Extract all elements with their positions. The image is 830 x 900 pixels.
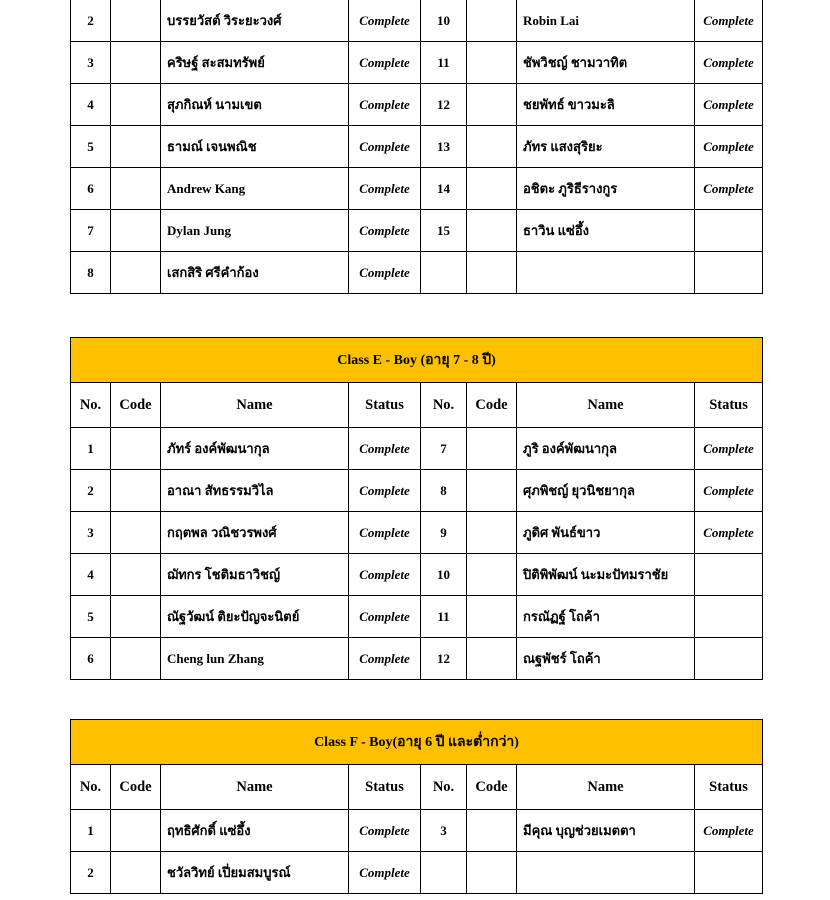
class-title-row <box>71 720 763 765</box>
number-cell: 10 <box>421 0 467 42</box>
code-cell <box>467 252 517 294</box>
number-cell: 3 <box>71 42 111 84</box>
header-name: Name <box>161 383 349 428</box>
name-cell: มีคุณ บุญช่วยเมตตา <box>517 810 695 852</box>
name-cell: กฤตพล วณิชวรพงศ์ <box>161 512 349 554</box>
name-cell <box>517 852 695 894</box>
code-cell <box>467 84 517 126</box>
table-row <box>71 168 763 210</box>
name-cell: ชวัลวิทย์ เปี่ยมสมบูรณ์ <box>161 852 349 894</box>
number-cell: 9 <box>421 512 467 554</box>
code-cell <box>111 596 161 638</box>
number-cell: 11 <box>421 42 467 84</box>
code-cell <box>467 210 517 252</box>
table-row <box>71 252 763 294</box>
name-cell <box>517 252 695 294</box>
status-cell: Complete <box>695 428 763 470</box>
code-cell <box>111 0 161 42</box>
status-cell <box>695 638 763 680</box>
status-cell: Complete <box>349 84 421 126</box>
header-code: Code <box>111 765 161 810</box>
name-cell: ภูดิศ พันธ์ขาว <box>517 512 695 554</box>
table-row <box>71 596 763 638</box>
header-name: Name <box>161 765 349 810</box>
name-cell: เสกสิริ ศรีคำก้อง <box>161 252 349 294</box>
code-cell <box>111 126 161 168</box>
roster-table-class-f <box>70 719 763 894</box>
class-title-row <box>71 338 763 383</box>
code-cell <box>467 168 517 210</box>
name-cell: Robin Lai <box>517 0 695 42</box>
name-cell: ธามณ์ เจนพณิช <box>161 126 349 168</box>
number-cell: 14 <box>421 168 467 210</box>
status-cell: Complete <box>695 810 763 852</box>
header-no: No. <box>421 765 467 810</box>
name-cell: ณฐพัชร์ โถค้า <box>517 638 695 680</box>
number-cell: 2 <box>71 470 111 512</box>
code-cell <box>111 512 161 554</box>
status-cell: Complete <box>349 638 421 680</box>
name-cell: Andrew Kang <box>161 168 349 210</box>
status-cell: Complete <box>695 168 763 210</box>
status-cell <box>695 596 763 638</box>
name-cell: ภูริ องค์พัฒนากุล <box>517 428 695 470</box>
name-cell: ฤทธิศักดิ์ แซ่อึ้ง <box>161 810 349 852</box>
number-cell: 3 <box>71 512 111 554</box>
name-cell: ฌัทกร โชติมธาวิชญ์ <box>161 554 349 596</box>
name-cell: อาณา สัทธรรมวิไล <box>161 470 349 512</box>
code-cell <box>111 852 161 894</box>
name-cell: ปิติพิพัฒน์ นะมะปัทมราชัย <box>517 554 695 596</box>
header-code: Code <box>467 765 517 810</box>
table-row <box>71 638 763 680</box>
status-cell: Complete <box>349 252 421 294</box>
name-cell: Dylan Jung <box>161 210 349 252</box>
name-cell: สุภกิณห์ นามเขต <box>161 84 349 126</box>
table-row <box>71 84 763 126</box>
number-cell: 15 <box>421 210 467 252</box>
code-cell <box>111 428 161 470</box>
header-status: Status <box>695 765 763 810</box>
table-row <box>71 554 763 596</box>
number-cell: 2 <box>71 0 111 42</box>
number-cell: 2 <box>71 852 111 894</box>
number-cell: 7 <box>71 210 111 252</box>
number-cell: 10 <box>421 554 467 596</box>
header-no: No. <box>71 383 111 428</box>
table-row <box>71 210 763 252</box>
number-cell <box>421 852 467 894</box>
number-cell: 12 <box>421 638 467 680</box>
status-cell: Complete <box>349 810 421 852</box>
status-cell: Complete <box>349 126 421 168</box>
name-cell: Cheng lun Zhang <box>161 638 349 680</box>
code-cell <box>111 810 161 852</box>
code-cell <box>467 512 517 554</box>
number-cell: 4 <box>71 554 111 596</box>
code-cell <box>467 428 517 470</box>
header-code: Code <box>111 383 161 428</box>
name-cell: บรรยวัสต์ วิระยะวงศ์ <box>161 0 349 42</box>
code-cell <box>467 126 517 168</box>
roster-table-class-e <box>70 337 763 680</box>
column-header-row <box>71 765 763 810</box>
name-cell: ชยพัทธ์ ขาวมะลิ <box>517 84 695 126</box>
name-cell: กรณัฏฐ์ โถค้า <box>517 596 695 638</box>
name-cell: ศุภพิชญ์ ยุวนิชยากุล <box>517 470 695 512</box>
number-cell: 11 <box>421 596 467 638</box>
number-cell: 3 <box>421 810 467 852</box>
status-cell: Complete <box>695 470 763 512</box>
table-row <box>71 512 763 554</box>
code-cell <box>467 554 517 596</box>
class-title: Class F - Boy(อายุ 6 ปี และต่ำกว่า) <box>71 720 763 765</box>
header-status: Status <box>349 383 421 428</box>
status-cell: Complete <box>349 554 421 596</box>
number-cell: 13 <box>421 126 467 168</box>
number-cell: 7 <box>421 428 467 470</box>
header-name: Name <box>517 383 695 428</box>
status-cell: Complete <box>349 210 421 252</box>
code-cell <box>111 638 161 680</box>
name-cell: ธาวิน แซ่อึ้ง <box>517 210 695 252</box>
status-cell: Complete <box>695 512 763 554</box>
number-cell: 8 <box>421 470 467 512</box>
name-cell: อชิตะ ภูริธีรางกูร <box>517 168 695 210</box>
header-code: Code <box>467 383 517 428</box>
code-cell <box>467 810 517 852</box>
table-row <box>71 428 763 470</box>
header-no: No. <box>71 765 111 810</box>
name-cell: คริษฐ์ สะสมทรัพย์ <box>161 42 349 84</box>
status-cell: Complete <box>349 168 421 210</box>
code-cell <box>467 852 517 894</box>
status-cell: Complete <box>695 126 763 168</box>
code-cell <box>111 42 161 84</box>
status-cell: Complete <box>695 42 763 84</box>
code-cell <box>467 638 517 680</box>
status-cell <box>695 252 763 294</box>
code-cell <box>111 554 161 596</box>
number-cell: 6 <box>71 638 111 680</box>
name-cell: ณัฐวัฒน์ ติยะปัญจะนิตย์ <box>161 596 349 638</box>
status-cell <box>695 210 763 252</box>
number-cell: 6 <box>71 168 111 210</box>
number-cell: 1 <box>71 810 111 852</box>
code-cell <box>111 470 161 512</box>
name-cell: ชัพวิชญ์ ชามวาทิต <box>517 42 695 84</box>
status-cell <box>695 852 763 894</box>
table-row <box>71 0 763 42</box>
code-cell <box>467 596 517 638</box>
status-cell: Complete <box>349 596 421 638</box>
status-cell: Complete <box>349 512 421 554</box>
table-row <box>71 126 763 168</box>
roster-table-continued <box>70 0 763 294</box>
name-cell: ภัทร์ องค์พัฒนากุล <box>161 428 349 470</box>
code-cell <box>111 168 161 210</box>
header-no: No. <box>421 383 467 428</box>
name-cell: ภัทร แสงสุริยะ <box>517 126 695 168</box>
status-cell: Complete <box>349 470 421 512</box>
class-title: Class E - Boy (อายุ 7 - 8 ปี) <box>71 338 763 383</box>
table-row <box>71 852 763 894</box>
column-header-row <box>71 383 763 428</box>
code-cell <box>467 42 517 84</box>
number-cell: 4 <box>71 84 111 126</box>
code-cell <box>111 210 161 252</box>
status-cell: Complete <box>695 84 763 126</box>
number-cell: 5 <box>71 596 111 638</box>
status-cell: Complete <box>695 0 763 42</box>
number-cell: 8 <box>71 252 111 294</box>
table-row <box>71 42 763 84</box>
number-cell <box>421 252 467 294</box>
status-cell <box>695 554 763 596</box>
number-cell: 5 <box>71 126 111 168</box>
header-status: Status <box>695 383 763 428</box>
status-cell: Complete <box>349 0 421 42</box>
number-cell: 1 <box>71 428 111 470</box>
code-cell <box>467 470 517 512</box>
code-cell <box>111 84 161 126</box>
status-cell: Complete <box>349 42 421 84</box>
status-cell: Complete <box>349 428 421 470</box>
table-row <box>71 810 763 852</box>
status-cell: Complete <box>349 852 421 894</box>
table-row <box>71 470 763 512</box>
code-cell <box>111 252 161 294</box>
header-name: Name <box>517 765 695 810</box>
code-cell <box>467 0 517 42</box>
header-status: Status <box>349 765 421 810</box>
number-cell: 12 <box>421 84 467 126</box>
